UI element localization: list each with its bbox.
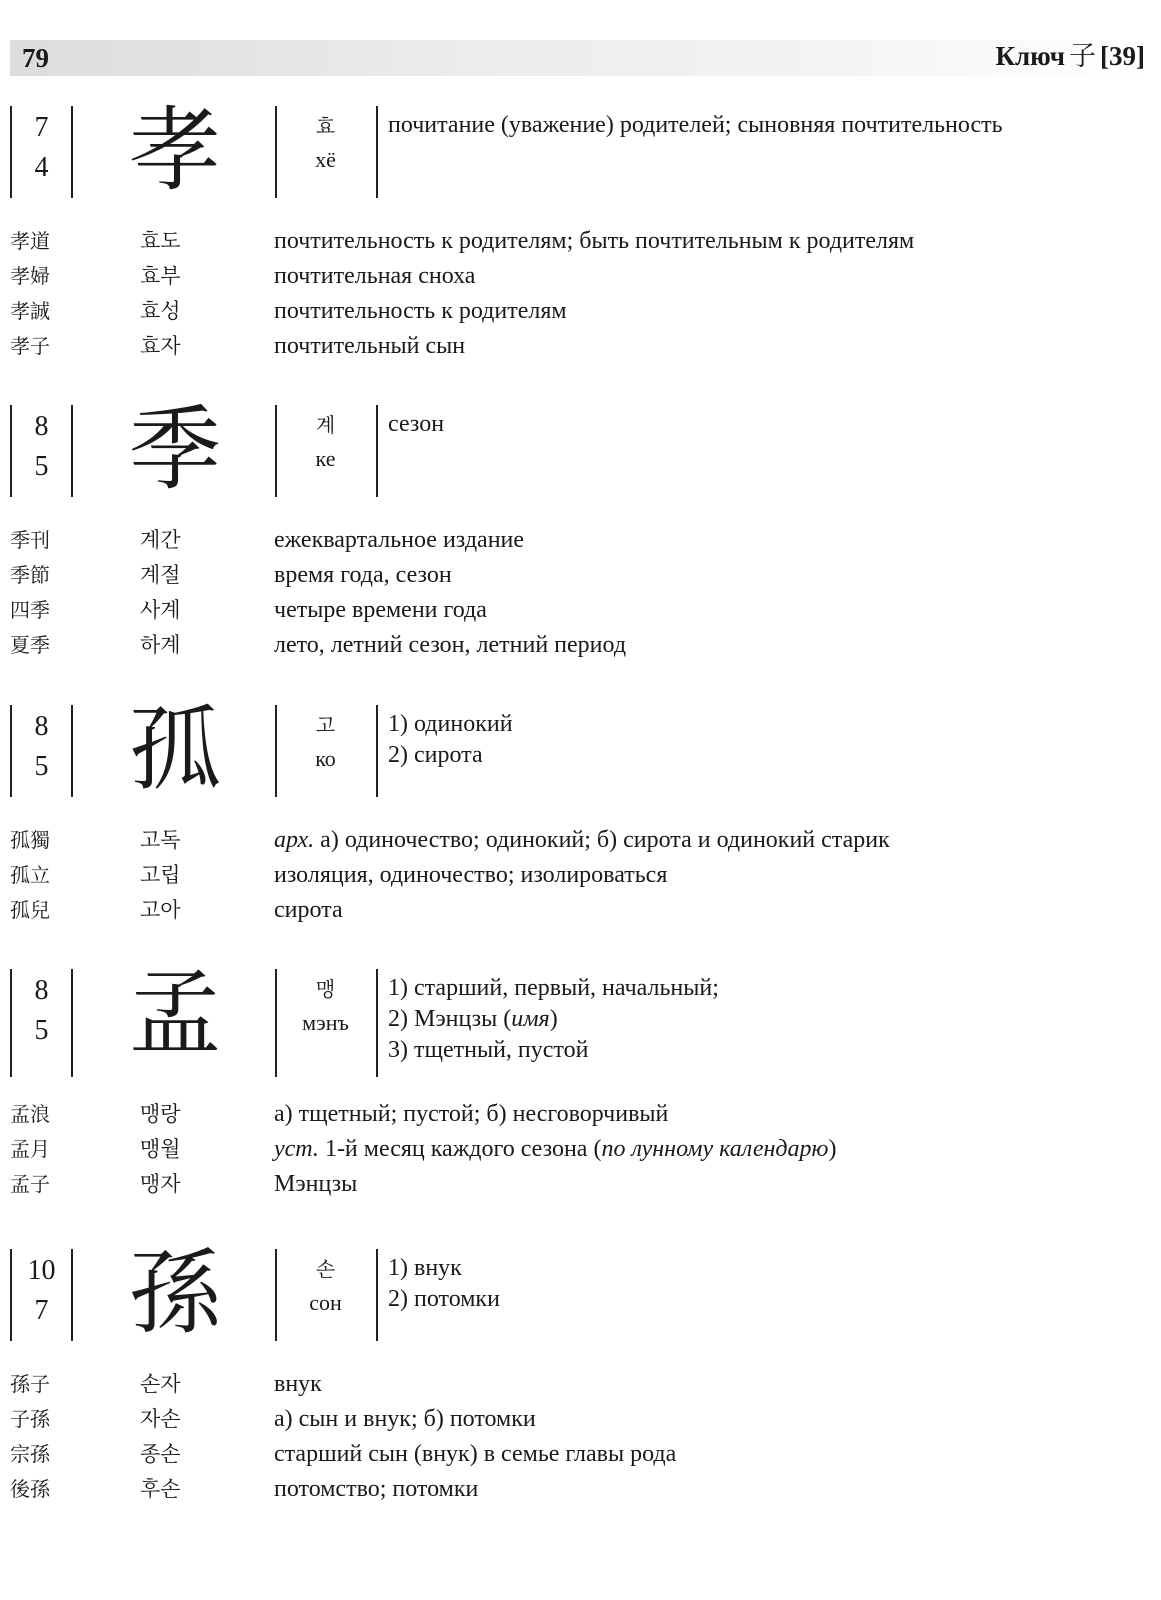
hangul-reading: 계	[315, 413, 336, 437]
compound-meaning: а) сын и внук; б) потомки	[274, 1406, 536, 1432]
key-title	[995, 40, 1145, 73]
compound-meaning: а) тщетный; пустой; б) несговорчивый	[274, 1101, 669, 1127]
page-number: 79	[22, 43, 49, 73]
compound-hangul: 효성	[140, 299, 181, 323]
compound-hangul: 후손	[140, 1477, 181, 1501]
divider	[71, 969, 73, 1077]
meanings	[388, 709, 513, 771]
compound-hangul: 맹자	[140, 1172, 181, 1196]
compound-hanja: 孝道	[10, 229, 50, 253]
compound-meaning: потомство; потомки	[274, 1476, 479, 1502]
compound-hangul: 손자	[140, 1372, 181, 1396]
compound-list	[0, 224, 1161, 364]
compound-hanja: 季刊	[10, 528, 50, 552]
strokes-total: 10	[27, 1255, 56, 1286]
compound-hanja: 孤立	[10, 863, 50, 887]
compound-row	[0, 558, 1161, 593]
main-hanja: 孝	[128, 97, 221, 204]
reading	[277, 973, 374, 1039]
compound-meaning: время года, сезон	[274, 562, 452, 588]
compound-hanja: 宗孫	[10, 1442, 50, 1466]
divider	[376, 969, 378, 1077]
entry-header	[0, 97, 1161, 204]
meaning-line: 1) старший, первый, начальный;	[388, 975, 719, 1001]
compound-hangul: 종손	[140, 1442, 181, 1466]
compound-hangul: 고립	[140, 863, 181, 887]
compound-hangul: 맹랑	[140, 1102, 181, 1126]
meaning-text: а) одиночество; одинокий; б) сирота и одинокий старик	[314, 827, 890, 853]
strokes-extra: 5	[34, 1015, 49, 1046]
meanings	[388, 409, 444, 440]
compound-hanja: 孟浪	[10, 1102, 50, 1126]
russian-reading: ке	[315, 446, 336, 471]
compound-hanja: 子孫	[10, 1407, 50, 1431]
compound-hangul: 맹월	[140, 1137, 181, 1161]
compound-list	[0, 523, 1161, 663]
russian-reading: мэнъ	[302, 1010, 349, 1035]
main-hanja: 孤	[128, 696, 221, 803]
stroke-counts	[12, 971, 71, 1051]
stroke-counts	[12, 108, 71, 188]
compound-row	[0, 1097, 1161, 1132]
entry-header	[0, 1240, 1161, 1347]
compound-meaning: почтительность к родителям; быть почтительным к родителям	[274, 228, 915, 254]
compound-hanja: 孝誠	[10, 299, 50, 323]
compound-row	[0, 259, 1161, 294]
meanings	[388, 1253, 500, 1315]
strokes-total: 7	[34, 112, 49, 143]
meaning-line: 2) потомки	[388, 1286, 500, 1312]
compound-hangul: 자손	[140, 1407, 181, 1431]
strokes-extra: 4	[34, 152, 49, 183]
entry-kye	[0, 396, 1161, 663]
reading	[277, 709, 374, 775]
compound-hangul: 하계	[140, 633, 181, 657]
compound-row	[0, 329, 1161, 364]
meaning-text: 1-й месяц каждого сезона (по лунному календарю)	[318, 1136, 837, 1162]
main-hanja: 季	[128, 396, 221, 503]
stroke-counts	[12, 1251, 71, 1331]
compound-hanja: 孝婦	[10, 264, 50, 288]
reading	[277, 409, 374, 475]
meaning-line: сезон	[388, 411, 445, 437]
key-number: [39]	[1100, 41, 1145, 71]
compound-meaning: сирота	[274, 897, 343, 923]
compound-hanja: 孟子	[10, 1172, 50, 1196]
compound-row	[0, 294, 1161, 329]
compound-list	[0, 1097, 1161, 1202]
compound-meaning: внук	[274, 1371, 322, 1397]
compound-meaning: ежеквартальное издание	[274, 527, 525, 553]
meaning-line: почитание (уважение) родителей; сыновняя почтительность	[388, 112, 1003, 138]
compound-hangul: 효자	[140, 334, 181, 358]
strokes-extra: 5	[34, 751, 49, 782]
usage-label: арх.	[274, 827, 315, 853]
header-bar	[10, 40, 1151, 76]
russian-reading: ко	[315, 746, 336, 771]
divider	[376, 705, 378, 797]
reading	[277, 1253, 374, 1319]
hangul-reading: 손	[315, 1257, 336, 1281]
russian-reading: хё	[315, 147, 336, 172]
meaning-line: 3) тщетный, пустой	[388, 1037, 589, 1063]
divider	[71, 405, 73, 497]
compound-meaning: лето, летний сезон, летний период	[274, 632, 627, 658]
compound-hangul: 효부	[140, 264, 181, 288]
entry-header	[0, 960, 1161, 1077]
compound-row	[0, 1437, 1161, 1472]
meanings	[388, 973, 719, 1066]
divider	[71, 705, 73, 797]
compound-row	[0, 593, 1161, 628]
compound-meaning: почтительная сноха	[274, 263, 476, 289]
key-word: Ключ	[995, 41, 1066, 71]
hangul-reading: 효	[315, 114, 336, 138]
compound-hanja: 季節	[10, 563, 50, 587]
main-hanja: 孫	[128, 1240, 221, 1347]
compound-hanja: 孟月	[10, 1137, 50, 1161]
russian-reading: сон	[309, 1290, 342, 1315]
divider	[71, 1249, 73, 1341]
compound-meaning	[274, 823, 890, 858]
compound-meaning: почтительный сын	[274, 333, 466, 359]
compound-hanja: 孫子	[10, 1372, 50, 1396]
compound-meaning	[274, 1132, 836, 1167]
entry-hyo	[0, 97, 1161, 364]
stroke-counts	[12, 407, 71, 487]
meaning-line: 2) сирота	[388, 742, 483, 768]
meanings	[388, 110, 1003, 141]
compound-row	[0, 1367, 1161, 1402]
strokes-total: 8	[34, 411, 49, 442]
meaning-line: 2) Мэнцзы (имя)	[388, 1006, 558, 1032]
compound-row	[0, 224, 1161, 259]
strokes-extra: 5	[34, 451, 49, 482]
compound-meaning: Мэнцзы	[274, 1171, 358, 1197]
entry-header	[0, 696, 1161, 803]
compound-hangul: 고아	[140, 898, 181, 922]
compound-meaning: четыре времени года	[274, 597, 487, 623]
main-hanja: 孟	[128, 960, 221, 1067]
compound-row	[0, 523, 1161, 558]
key-char: 子	[1069, 41, 1097, 72]
strokes-extra: 7	[34, 1295, 49, 1326]
divider	[376, 1249, 378, 1341]
compound-hanja: 夏季	[10, 633, 50, 657]
compound-hangul: 고독	[140, 828, 181, 852]
compound-meaning: старший сын (внук) в семье главы рода	[274, 1441, 677, 1467]
compound-meaning: изоляция, одиночество; изолироваться	[274, 862, 668, 888]
strokes-total: 8	[34, 711, 49, 742]
compound-list	[0, 1367, 1161, 1507]
divider	[376, 106, 378, 198]
compound-row	[0, 628, 1161, 663]
compound-row	[0, 1472, 1161, 1507]
hangul-reading: 고	[315, 713, 336, 737]
entry-maeng	[0, 960, 1161, 1202]
compound-hanja: 孝子	[10, 334, 50, 358]
divider	[376, 405, 378, 497]
compound-hanja: 孤兒	[10, 898, 50, 922]
compound-row	[0, 1402, 1161, 1437]
compound-hanja: 孤獨	[10, 828, 50, 852]
compound-row	[0, 893, 1161, 928]
compound-hanja: 四季	[10, 598, 50, 622]
compound-meaning: почтительность к родителям	[274, 298, 567, 324]
compound-hangul: 계절	[140, 563, 181, 587]
usage-label: уст.	[274, 1136, 319, 1162]
entry-ko	[0, 696, 1161, 928]
compound-hanja: 後孫	[10, 1477, 50, 1501]
strokes-total: 8	[34, 975, 49, 1006]
compound-hangul: 계간	[140, 528, 181, 552]
meaning-line: 1) внук	[388, 1255, 462, 1281]
reading	[277, 110, 374, 176]
meaning-line: 1) одинокий	[388, 711, 513, 737]
compound-row	[0, 858, 1161, 893]
divider	[71, 106, 73, 198]
hangul-reading: 맹	[315, 977, 336, 1001]
compound-row	[0, 1132, 1161, 1167]
compound-hangul: 사계	[140, 598, 181, 622]
stroke-counts	[12, 707, 71, 787]
compound-row	[0, 823, 1161, 858]
compound-hangul: 효도	[140, 229, 181, 253]
entry-son	[0, 1240, 1161, 1507]
entry-header	[0, 396, 1161, 503]
compound-row	[0, 1167, 1161, 1202]
compound-list	[0, 823, 1161, 928]
